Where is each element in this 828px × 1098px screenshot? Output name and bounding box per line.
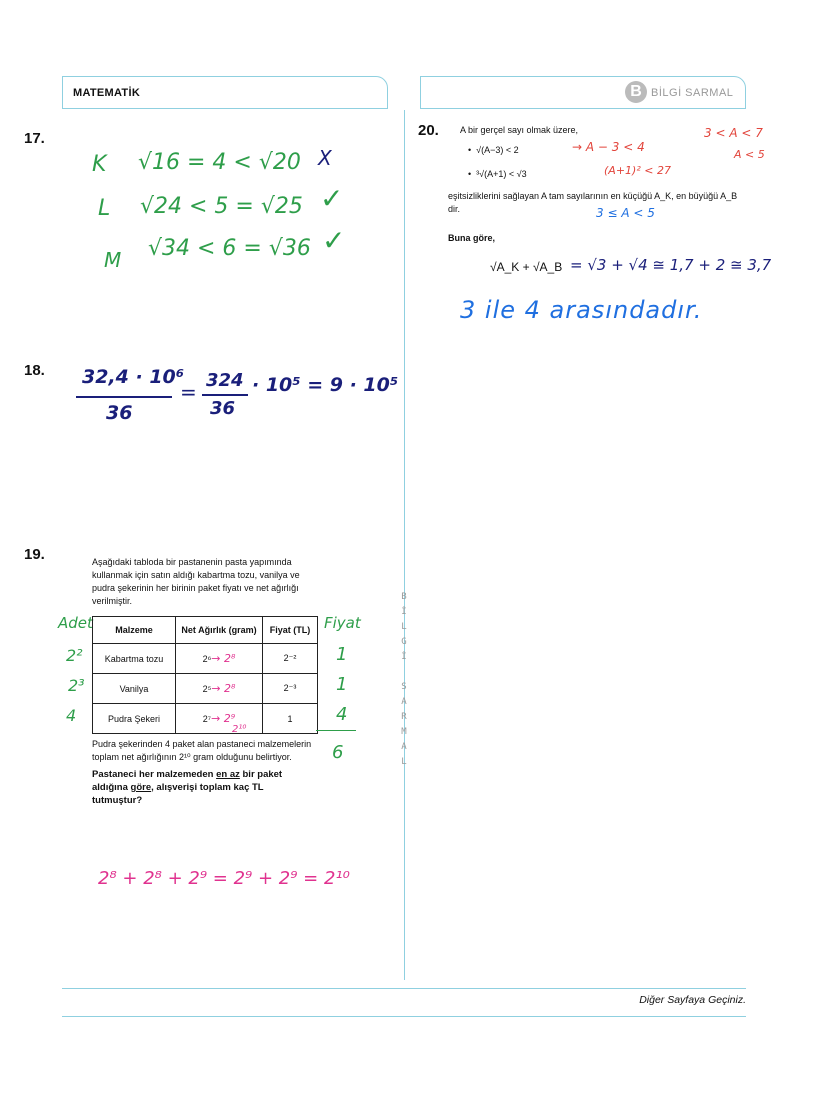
header-left-box <box>62 76 388 109</box>
q20-bullet-2: • ³√(A+1) < √3 <box>468 169 527 179</box>
q19-work: 2⁸ + 2⁸ + 2⁹ = 2⁹ + 2⁹ = 2¹⁰ <box>98 868 350 889</box>
brand-logo-icon: B <box>625 81 647 103</box>
q19-question: Pastaneci her malzemeden en az bir paket aldığına göre, alışverişi toplam kaç TL tutmuştur? <box>92 769 283 806</box>
vertical-brand-letter: L <box>401 622 407 632</box>
q18-mid-bar <box>202 394 248 396</box>
brand-name: BİLGİ SARMAL <box>651 87 734 99</box>
q20-bullet-1: • √(A−3) < 2 <box>468 145 519 155</box>
question-20-number: 20. <box>418 122 439 139</box>
q17-mark-k: X <box>318 146 332 170</box>
vertical-brand-letter: M <box>401 727 407 737</box>
q17-work-m: √34 < 6 = √36 <box>148 236 311 261</box>
vertical-brand-letter: L <box>401 757 407 767</box>
q17-label-k: K <box>92 152 107 177</box>
question-18-number: 18. <box>24 362 45 379</box>
cell-price: 2⁻³ <box>263 674 318 704</box>
cell-material: Vanilya <box>93 674 176 704</box>
q17-work-k: √16 = 4 < √20 <box>138 150 301 175</box>
question-19-number: 19. <box>24 546 45 563</box>
table-header-row <box>93 617 318 644</box>
q20-calc: = √3 + √4 ≅ 1,7 + 2 ≅ 3,7 <box>570 256 772 274</box>
q20-note-5: 3 ≤ A < 5 <box>596 206 655 220</box>
vertical-brand-letter: İ <box>401 652 407 662</box>
q19-right-header: Fiyat <box>324 614 361 632</box>
vertical-brand-letter: A <box>401 697 407 707</box>
q19-left-note-2: 2³ <box>68 676 85 695</box>
q19-sum-line <box>316 730 356 731</box>
cell-weight: 2⁶→ 2⁸ <box>176 644 263 674</box>
vertical-brand-text <box>396 590 412 770</box>
vertical-brand-letter: R <box>401 712 407 722</box>
q19-right-note-3: 4 <box>336 704 348 725</box>
q18-numerator: 32,4 · 10⁶ <box>82 366 185 388</box>
q18-fraction-bar <box>76 396 172 398</box>
q20-note-1: → A − 3 < 4 <box>572 140 645 154</box>
q19-right-total: 6 <box>332 742 344 763</box>
q20-expression: √A_K + √A_B <box>490 260 563 274</box>
q18-denominator: 36 <box>106 402 133 424</box>
vertical-brand-letter: A <box>401 742 407 752</box>
table-row <box>93 644 318 674</box>
cell-weight: 2⁵→ 2⁸ <box>176 674 263 704</box>
q19-statement: Pudra şekerinden 4 paket alan pastaneci malzemelerin toplam net ağırlığının 2¹⁰ gram olduğunu belirtiyor. <box>92 739 312 762</box>
q19-right-note-2: 1 <box>336 674 348 695</box>
weight-note: → 2⁹ <box>211 712 236 725</box>
footer-line-bottom <box>62 1016 746 1017</box>
q19-intro: Aşağıdaki tabloda bir pastanenin pasta yapımında kullanmak için satın aldığı kabartma tozu, vanilya ve pudra şekerinin her birinin paket fiyatı ve net ağırlığı verilmiştir. <box>92 557 300 606</box>
cell-material: Kabartma tozu <box>93 644 176 674</box>
q17-mark-m: ✓ <box>322 224 346 257</box>
q19-left-note-3: 4 <box>66 706 77 725</box>
footer-line-top <box>62 988 746 989</box>
q19-right-note-1: 1 <box>336 644 348 665</box>
q20-intro: A bir gerçel sayı olmak üzere, <box>460 125 579 135</box>
table-row <box>93 674 318 704</box>
q18-equals: = <box>180 380 197 404</box>
q17-mark-l: ✓ <box>320 182 344 215</box>
cell-price: 1 <box>263 704 318 734</box>
subject-title: MATEMATİK <box>73 87 141 99</box>
cell-material: Pudra Şekeri <box>93 704 176 734</box>
vertical-brand-letter <box>396 665 412 680</box>
q19-table <box>92 616 318 734</box>
q18-mid-denominator: 36 <box>210 398 236 419</box>
q17-label-l: L <box>98 196 111 221</box>
q20-answer: 3 ile 4 arasındadır. <box>460 296 703 324</box>
q18-tail: · 10⁵ = 9 · 10⁵ <box>252 374 399 396</box>
q20-note-2: (A+1)² < 27 <box>604 164 671 177</box>
column-divider <box>404 110 405 980</box>
vertical-brand-letter: S <box>401 682 407 692</box>
vertical-brand-letter: B <box>401 592 407 602</box>
q19-under-note: 2¹⁰ <box>232 724 247 735</box>
q19-left-header: Adet <box>58 614 93 632</box>
question-17-number: 17. <box>24 130 45 147</box>
col-header-price: Fiyat (TL) <box>263 617 318 644</box>
cell-weight: 2⁷→ 2⁹ <box>176 704 263 734</box>
weight-note: → 2⁸ <box>211 652 236 665</box>
q20-note-4: A < 5 <box>734 148 765 161</box>
footer-next-page: Diğer Sayfaya Geçiniz. <box>639 994 746 1006</box>
q19-left-note-1: 2² <box>66 646 83 665</box>
q17-work-l: √24 < 5 = √25 <box>140 194 303 219</box>
table-row <box>93 704 318 734</box>
q20-prompt: Buna göre, <box>448 233 496 243</box>
q18-mid-numerator: 324 <box>206 370 244 391</box>
header-right-box <box>420 76 746 109</box>
vertical-brand-letter: İ <box>401 607 407 617</box>
q20-note-3: 3 < A < 7 <box>704 126 763 140</box>
q20-statement: eşitsizliklerini sağlayan A tam sayılarının en küçüğü A_K, en büyüğü A_B dir. <box>448 191 738 214</box>
vertical-brand-letter: G <box>401 637 407 647</box>
weight-note: → 2⁸ <box>211 682 236 695</box>
col-header-weight: Net Ağırlık (gram) <box>176 617 263 644</box>
q17-label-m: M <box>104 248 122 272</box>
col-header-material: Malzeme <box>93 617 176 644</box>
cell-price: 2⁻² <box>263 644 318 674</box>
